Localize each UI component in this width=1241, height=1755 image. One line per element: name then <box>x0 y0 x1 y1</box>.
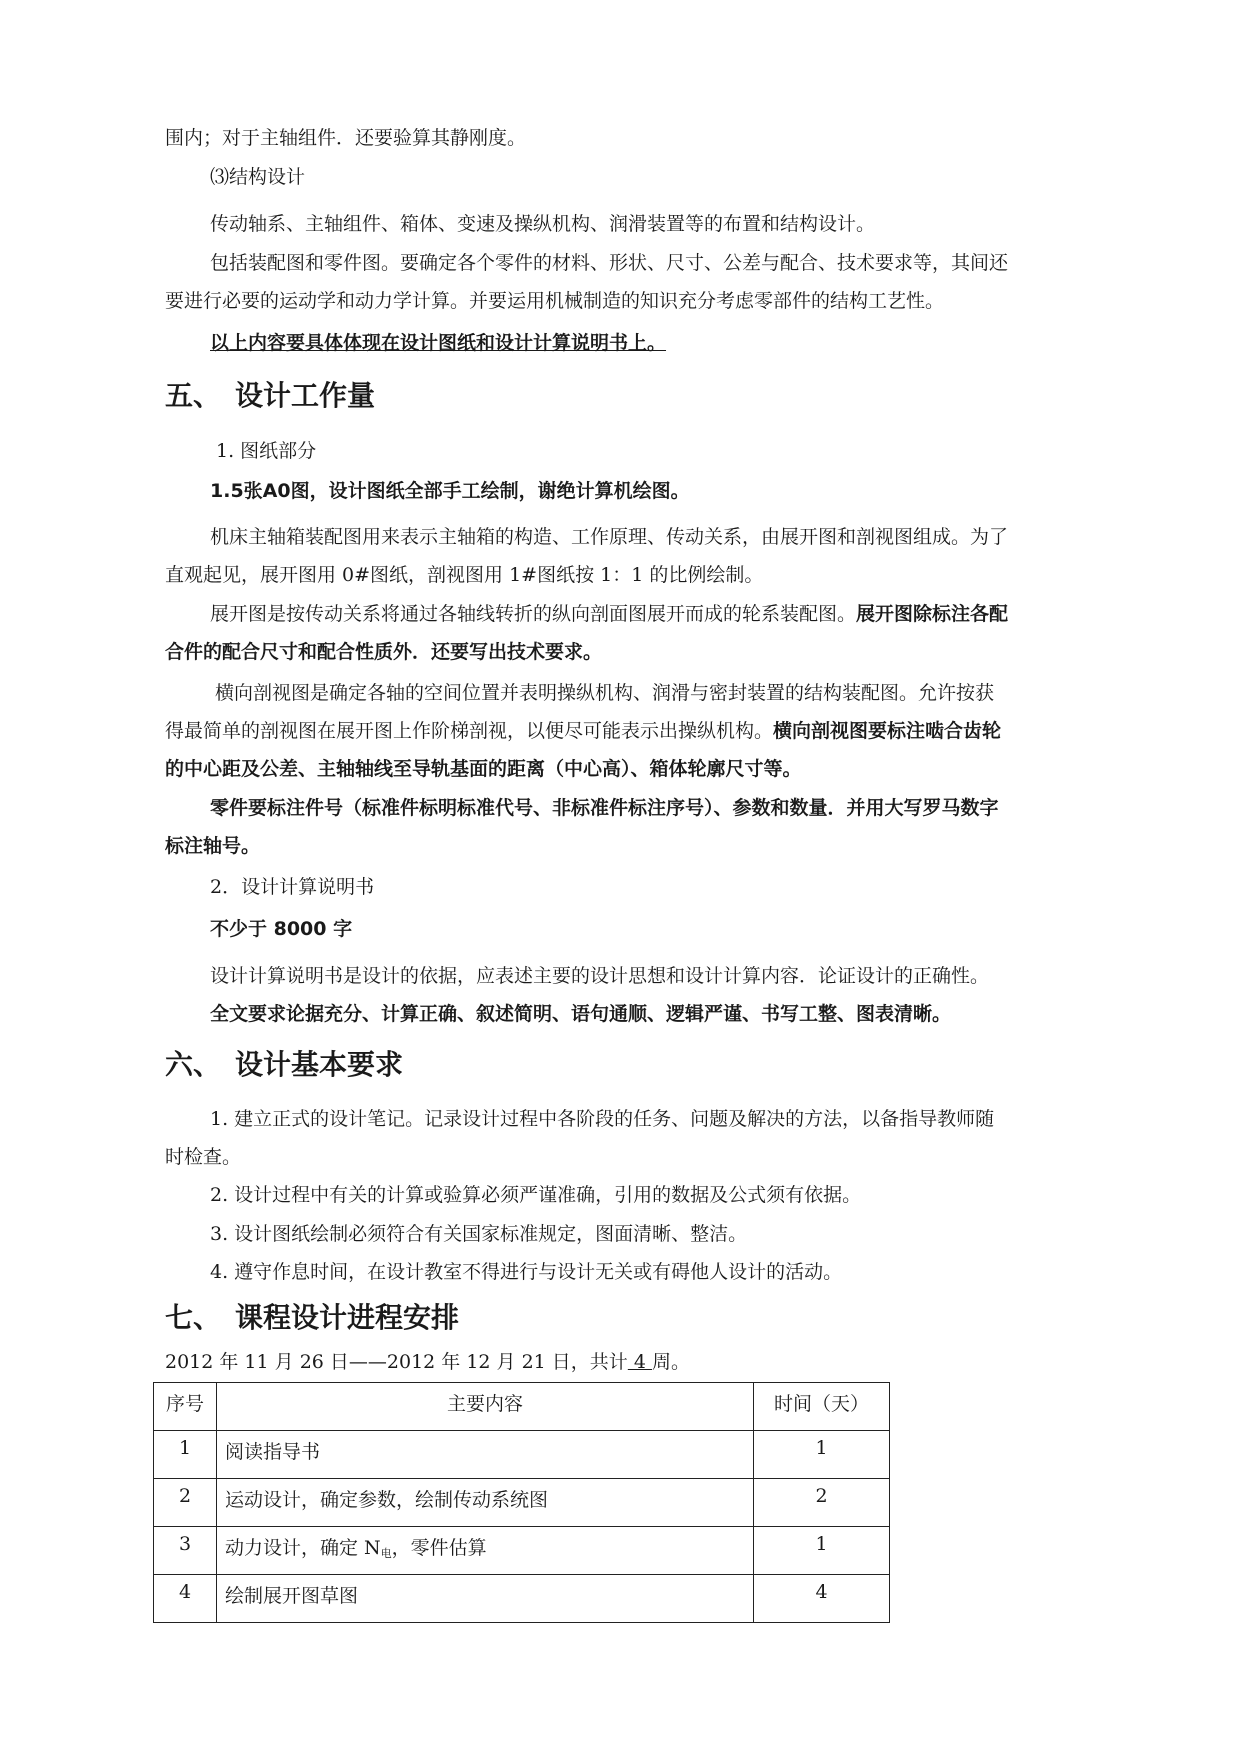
table-row <box>154 1479 890 1527</box>
table-row <box>154 1527 890 1575</box>
cell-days: 1 <box>754 1527 890 1575</box>
paragraph: 横向剖视图是确定各轴的空间位置并表明操纵机构、润滑与密封装置的结构装配图。允许按获 <box>215 682 995 704</box>
section-heading-7: 七、 课程设计进程安排 <box>165 1301 460 1334</box>
bold-paragraph: 的中心距及公差、主轴轴线至导轨基面的距离（中心高）、箱体轮廓尺寸等。 <box>165 758 802 780</box>
table-row <box>154 1431 890 1479</box>
cell-content: 动力设计，确定 $N_电$，零件估算 <box>217 1527 754 1575</box>
paragraph: 展开图是按传动关系将通过各轴线转折的纵向剖面图展开而成的轮系装配图。展开图除标注各配 <box>210 603 1009 625</box>
requirement-item: 1. 建立正式的设计笔记。记录设计过程中各阶段的任务、问题及解决的方法，以备指导教师随 <box>210 1108 995 1130</box>
requirement-item: 时检查。 <box>165 1146 242 1168</box>
requirement-item: 4. 遵守作息时间，在设计教室不得进行与设计无关或有碍他人设计的活动。 <box>210 1261 843 1283</box>
schedule-date-range: 2012 年 11 月 26 日——2012 年 12 月 21 日，共计 4 周。 <box>165 1351 690 1373</box>
cell-no: 4 <box>154 1575 217 1623</box>
bold-paragraph: 零件要标注件号（标准件标明标准代号、非标准件标注序号）、参数和数量．并用大写罗马数字 <box>210 797 999 819</box>
paragraph: 传动轴系、主轴组件、箱体、变速及操纵机构、润滑装置等的布置和结构设计。 <box>210 213 876 235</box>
cell-days: 4 <box>754 1575 890 1623</box>
table-row <box>154 1575 890 1623</box>
cell-days: 1 <box>754 1431 890 1479</box>
paragraph: 要进行必要的运动学和动力学计算。并要运用机械制造的知识充分考虑零部件的结构工艺性。 <box>165 290 945 312</box>
list-item: 2．设计计算说明书 <box>210 876 375 898</box>
header-cell: 主要内容 <box>217 1383 754 1431</box>
paragraph: 包括装配图和零件图。要确定各个零件的材料、形状、尺寸、公差与配合、技术要求等，其间还 <box>210 252 1009 274</box>
cell-content: 运动设计，确定参数，绘制传动系统图 <box>217 1479 754 1527</box>
cell-days: 2 <box>754 1479 890 1527</box>
section-heading-6: 六、 设计基本要求 <box>165 1048 404 1081</box>
cell-no: 1 <box>154 1431 217 1479</box>
cell-content: 绘制展开图草图 <box>217 1575 754 1623</box>
header-cell: 序号 <box>154 1383 217 1431</box>
cell-content: 阅读指导书 <box>217 1431 754 1479</box>
schedule-table <box>153 1382 890 1623</box>
requirement-item: 3. 设计图纸绘制必须符合有关国家标准规定，图面清晰、整洁。 <box>210 1223 748 1245</box>
paragraph: 机床主轴箱装配图用来表示主轴箱的构造、工作原理、传动关系，由展开图和剖视图组成。为了 <box>210 526 1009 548</box>
subsection-title: ⑶结构设计 <box>210 166 306 188</box>
bold-paragraph: 合件的配合尺寸和配合性质外．还要写出技术要求。 <box>165 641 603 663</box>
header-cell: 时间（天） <box>754 1383 890 1431</box>
paragraph: 围内；对于主轴组件．还要验算其静刚度。 <box>165 127 527 149</box>
section-heading-5: 五、 设计工作量 <box>165 379 376 412</box>
bold-paragraph: 不少于 8000 字 <box>210 918 353 940</box>
cell-no: 3 <box>154 1527 217 1575</box>
underlined-note: 以上内容要具体体现在设计图纸和设计计算说明书上。 <box>210 332 667 354</box>
bold-paragraph: 标注轴号。 <box>165 835 261 857</box>
table-header-row <box>154 1383 890 1431</box>
paragraph: 得最简单的剖视图在展开图上作阶梯剖视，以便尽可能表示出操纵机构。横向剖视图要标注啮合齿轮 <box>165 720 1002 742</box>
paragraph: 设计计算说明书是设计的依据，应表述主要的设计思想和设计计算内容．论证设计的正确性。 <box>210 965 990 987</box>
bold-paragraph: 全文要求论据充分、计算正确、叙述简明、语句通顺、逻辑严谨、书写工整、图表清晰。 <box>210 1003 952 1025</box>
paragraph: 直观起见，展开图用 0#图纸，剖视图用 1#图纸按 1：1 的比例绘制。 <box>165 564 764 586</box>
cell-no: 2 <box>154 1479 217 1527</box>
bold-paragraph: 1.5张A0图，设计图纸全部手工绘制，谢绝计算机绘图。 <box>210 480 690 502</box>
requirement-item: 2. 设计过程中有关的计算或验算必须严谨准确，引用的数据及公式须有依据。 <box>210 1184 862 1206</box>
list-item: 1. 图纸部分 <box>216 440 317 462</box>
